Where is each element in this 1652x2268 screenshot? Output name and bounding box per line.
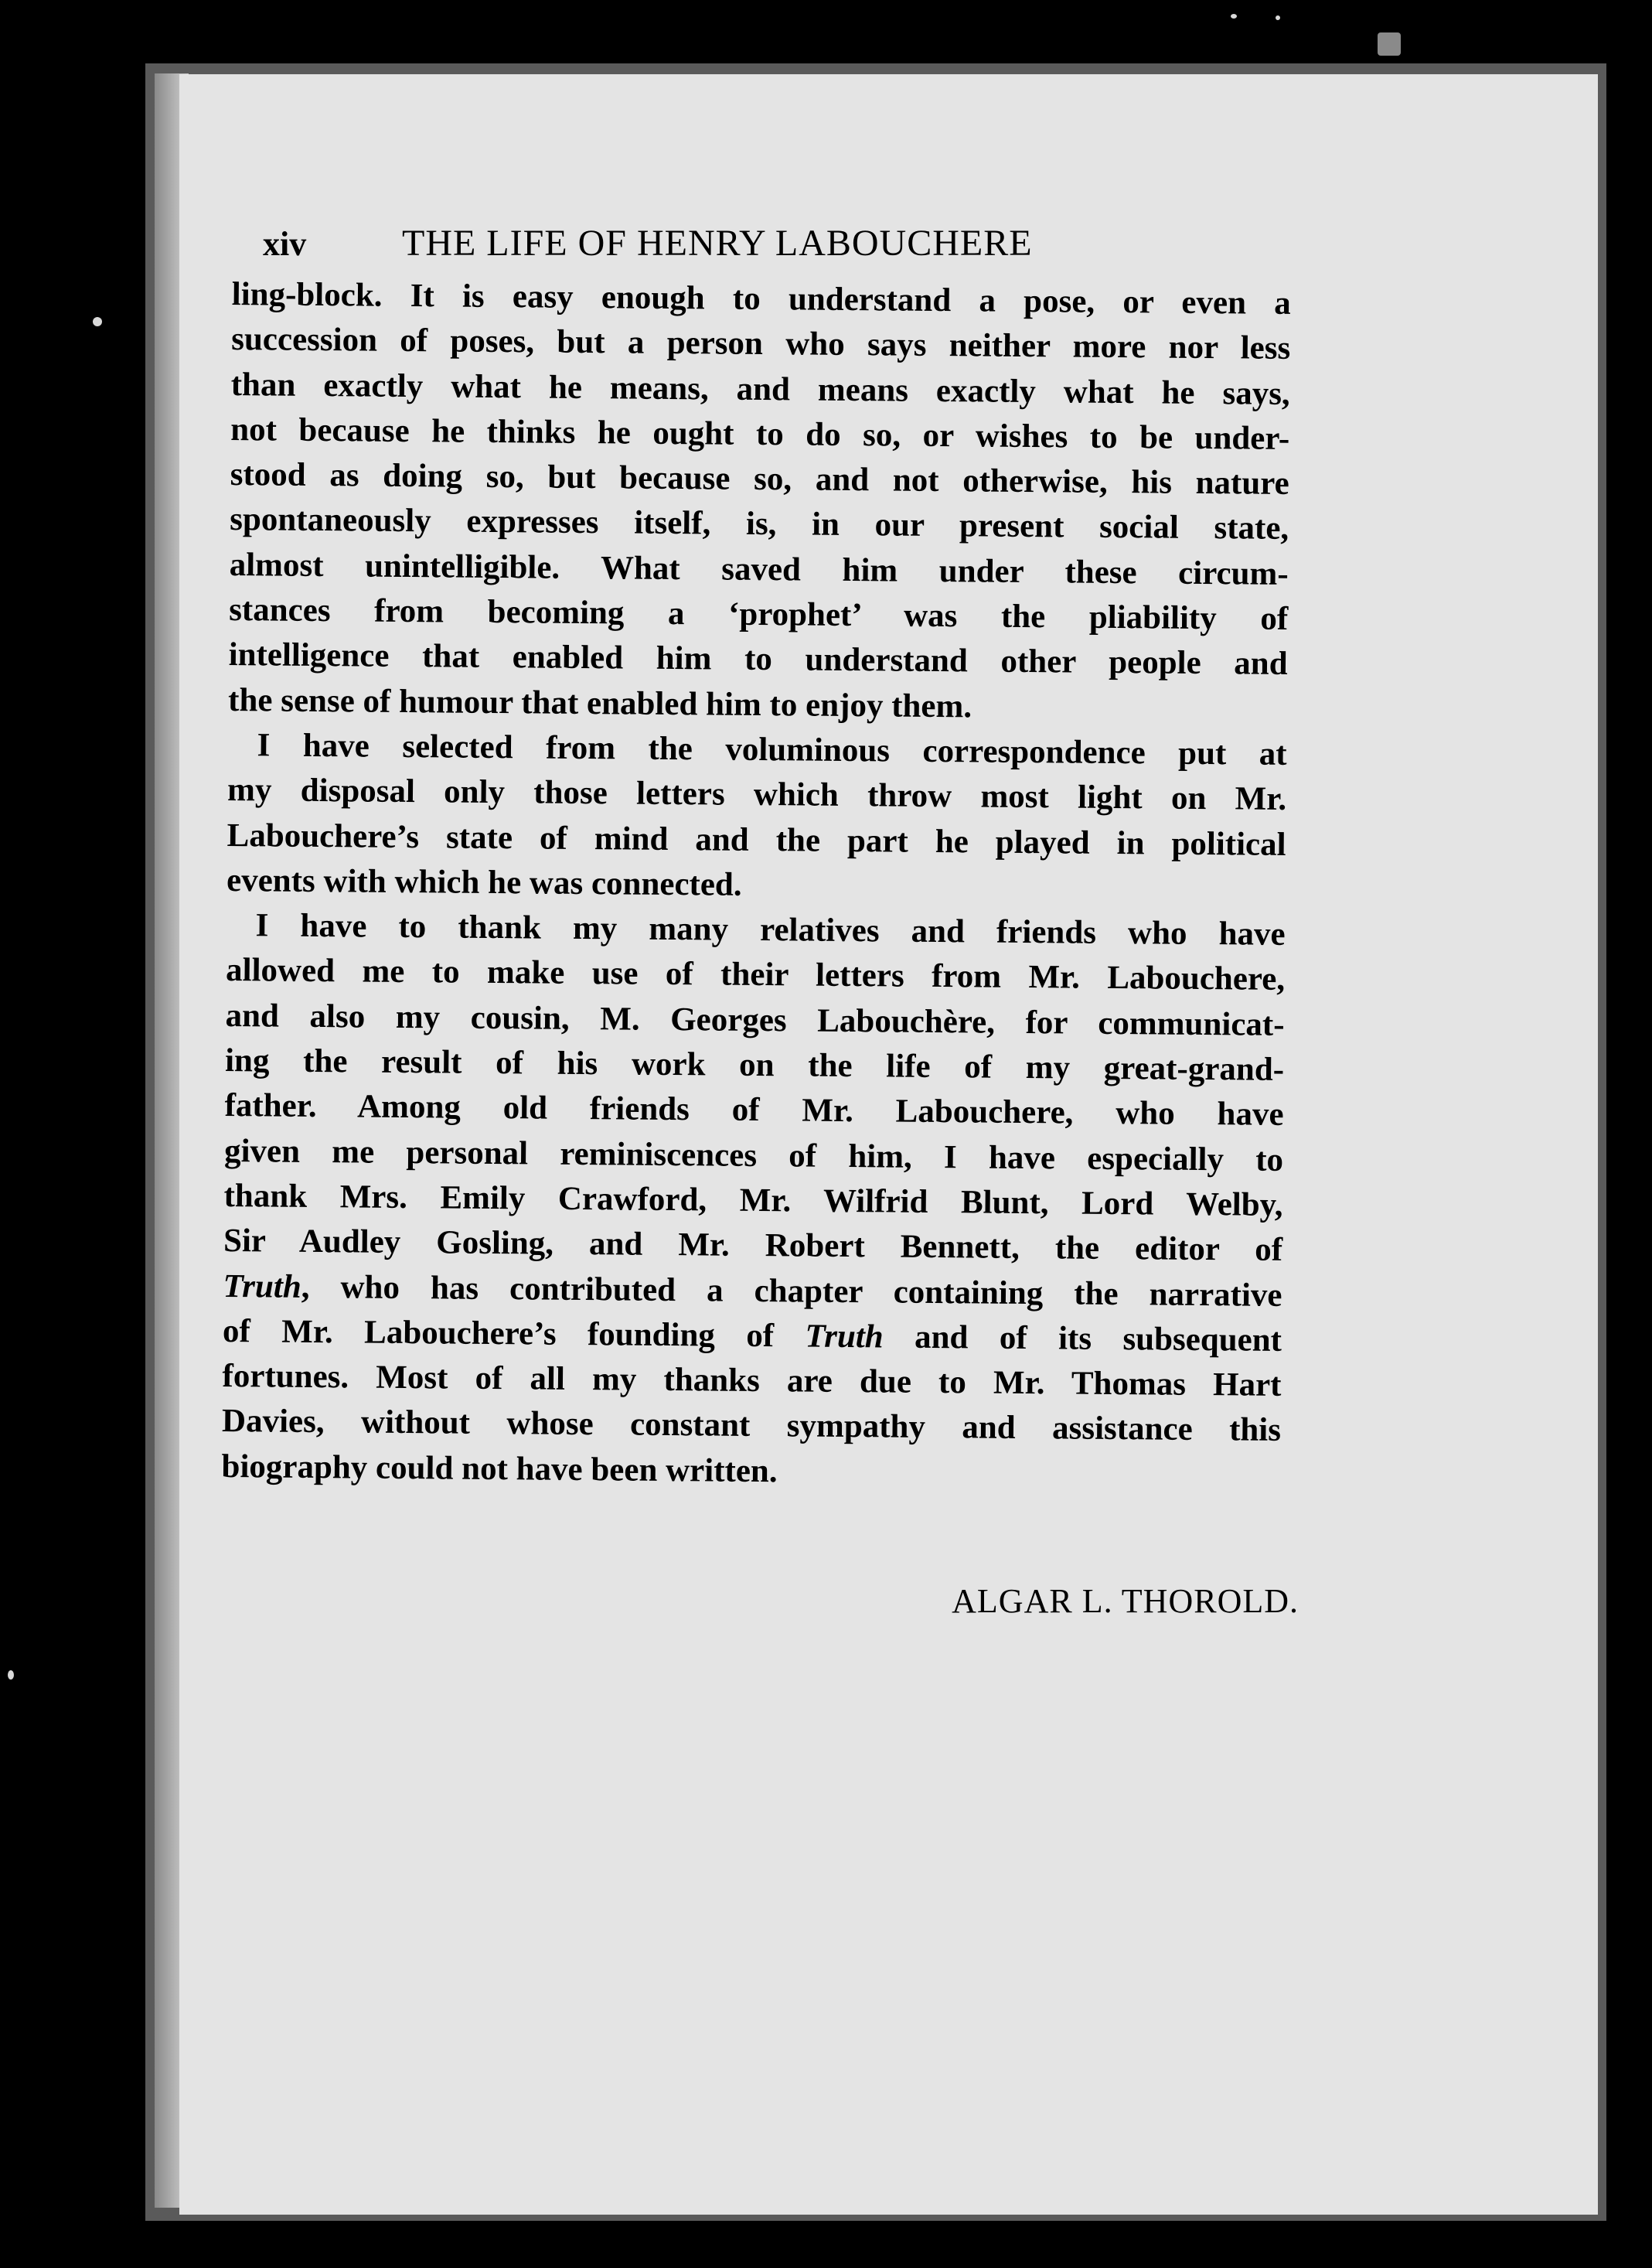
- text-line: my disposal only those letters which throw most light on Mr.: [227, 772, 1287, 818]
- text-line: intelligence that enabled him to understand other people and: [228, 636, 1288, 683]
- periodical-title: Truth: [223, 1267, 301, 1305]
- scan-speck: [93, 317, 102, 326]
- text-line: events with which he was connected.: [226, 861, 742, 903]
- text-line: of Mr. Labouchere’s founding of Truth and of its subsequent: [222, 1312, 1282, 1359]
- text-line: ing the result of his work on the life of my great-grand-: [224, 1042, 1285, 1088]
- text-line: stances from becoming a ‘prophet’ was the pliability of: [228, 592, 1289, 638]
- scan-speck: [1378, 32, 1401, 56]
- page-number: xiv: [263, 225, 307, 263]
- author-signature: ALGAR L. THOROLD.: [952, 1582, 1299, 1620]
- text-line: I have selected from the voluminous correspondence put at: [257, 727, 1287, 772]
- body-text: [221, 272, 1291, 1499]
- text-line: biography could not have been written.: [221, 1448, 778, 1489]
- scan-speck: [8, 1670, 14, 1680]
- text-line: thank Mrs. Emily Crawford, Mr. Wilfrid Blunt, Lord Welby,: [223, 1177, 1283, 1223]
- text-line: not because he thinks he ought to do so, or wishes to be under-: [230, 411, 1290, 457]
- text-line: father. Among old friends of Mr. Labouchere, who have: [224, 1087, 1284, 1134]
- text-line: allowed me to make use of their letters from Mr. Labouchere,: [225, 952, 1286, 998]
- text-line: given me personal reminiscences of him, I have especially to: [223, 1132, 1284, 1178]
- text-line: I have to thank my many relatives and friends who have: [255, 907, 1286, 953]
- text-line: Davies, without whose constant sympathy and assistance this: [221, 1403, 1282, 1449]
- text-line: stood as doing so, but because so, and not otherwise, his nature: [230, 456, 1289, 503]
- text-line: the sense of humour that enabled him to enjoy them.: [227, 681, 972, 725]
- text-line: spontaneously expresses itself, is, in our present social state,: [230, 501, 1289, 547]
- text-line: succession of poses, but a person who says neither more nor less: [231, 321, 1291, 367]
- scan-speck: [1231, 14, 1237, 19]
- text-line: Labouchere’s state of mind and the part he played in political: [227, 817, 1286, 863]
- periodical-title: Truth: [805, 1318, 884, 1356]
- text-line: almost unintelligible. What saved him under these circum-: [229, 546, 1289, 592]
- text-line: and also my cousin, M. Georges Labouchère, for communicat-: [225, 997, 1285, 1043]
- page-header: [263, 218, 1237, 272]
- text-line: Truth, who has contributed a chapter containing the narrative: [223, 1267, 1282, 1314]
- running-head: THE LIFE OF HENRY LABOUCHERE: [402, 223, 1033, 264]
- text-line: ling-block. It is easy enough to understand a pose, or even a: [231, 275, 1291, 322]
- text-line: fortunes. Most of all my thanks are due to Mr. Thomas Hart: [222, 1358, 1282, 1404]
- text-line: Sir Audley Gosling, and Mr. Robert Bennett, the editor of: [223, 1223, 1283, 1269]
- text-line: than exactly what he means, and means exactly what he says,: [230, 366, 1290, 412]
- scan-speck: [1276, 15, 1280, 20]
